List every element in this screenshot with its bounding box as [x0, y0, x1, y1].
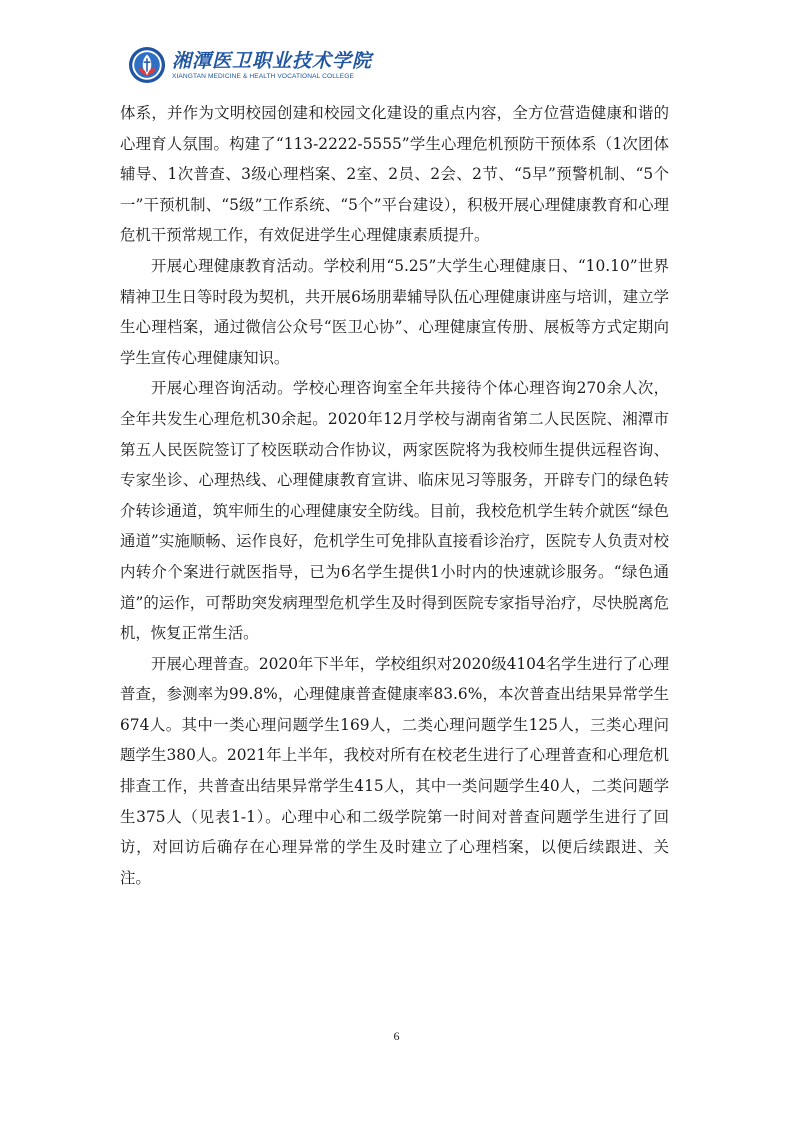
- document-body: [120, 98, 669, 893]
- school-name-chinese: 湘潭医卫职业技术学院: [172, 49, 373, 72]
- school-emblem-icon: [128, 46, 166, 84]
- page-header: [128, 44, 372, 86]
- page-number: 6: [393, 1029, 400, 1043]
- paragraph-health-education: 开展心理健康教育活动。学校利用“5.25”大学生心理健康日、“10.10”世界精神卫生日等时段为契机，共开展6场朋辈辅导队伍心理健康讲座与培训，建立学生心理档案，通过微信公众号“医卫心协”、心理健康宣传册、展板等方式定期向学生宣传心理健康知识。: [120, 256, 669, 367]
- school-name-block: [172, 50, 372, 81]
- paragraph-psych-system: 体系，并作为文明校园创建和校园文化建设的重点内容，全方位营造健康和谐的心理育人氛围。构建了“113-2222-5555”学生心理危机预防干预体系（1次团体辅导、1次普查、3级心理档案、2室、2员、2会、2节、“5早”预警机制、“5个一”干预机制、“5级”工作系统、“5个”平台建设），积极开展心理健康教育和心理危机干预常规工作，有效促进学生心理健康素质提升。: [120, 104, 669, 245]
- school-name-english: XIANGTAN MEDICINE & HEALTH VOCATIONAL COLLEGE: [172, 72, 354, 80]
- paragraph-survey: 开展心理普查。2020年下半年，学校组织对2020级4104名学生进行了心理普查，参测率为99.8%，心理健康普查健康率83.6%，本次普查出结果异常学生674人。其中一类心理问题学生169人，二类心理问题学生125人，三类心理问题学生380人。2021年上半年，我校对所有在校老生进行了心理普查和心理危机排查工作，共普查出结果异常学生415人，其中一类问题学生40人，二类问题学生375人（见表1-1）。心理中心和二级学院第一时间对普查问题学生进行了回访，对回访后确存在心理异常的学生及时建立了心理档案，以便后续跟进、关注。: [120, 654, 669, 887]
- paragraph-counseling: 开展心理咨询活动。学校心理咨询室全年共接待个体心理咨询270余人次，全年共发生心理危机30余起。2020年12月学校与湖南省第二人民医院、湘潭市第五人民医院签订了校医联动合作协议，两家医院将为我校师生提供远程咨询、专家坐诊、心理热线、心理健康教育宣讲、临床见习等服务，开辟专门的绿色转介转诊通道，筑牢师生的心理健康安全防线。目前，我校危机学生转介就医“绿色通道”实施顺畅、运作良好，危机学生可免排队直接看诊治疗，医院专人负责对校内转介个案进行就医指导，已为6名学生提供1小时内的快速就诊服务。“绿色通道”的运作，可帮助突发病理型危机学生及时得到医院专家指导治疗，尽快脱离危机，恢复正常生活。: [120, 379, 669, 643]
